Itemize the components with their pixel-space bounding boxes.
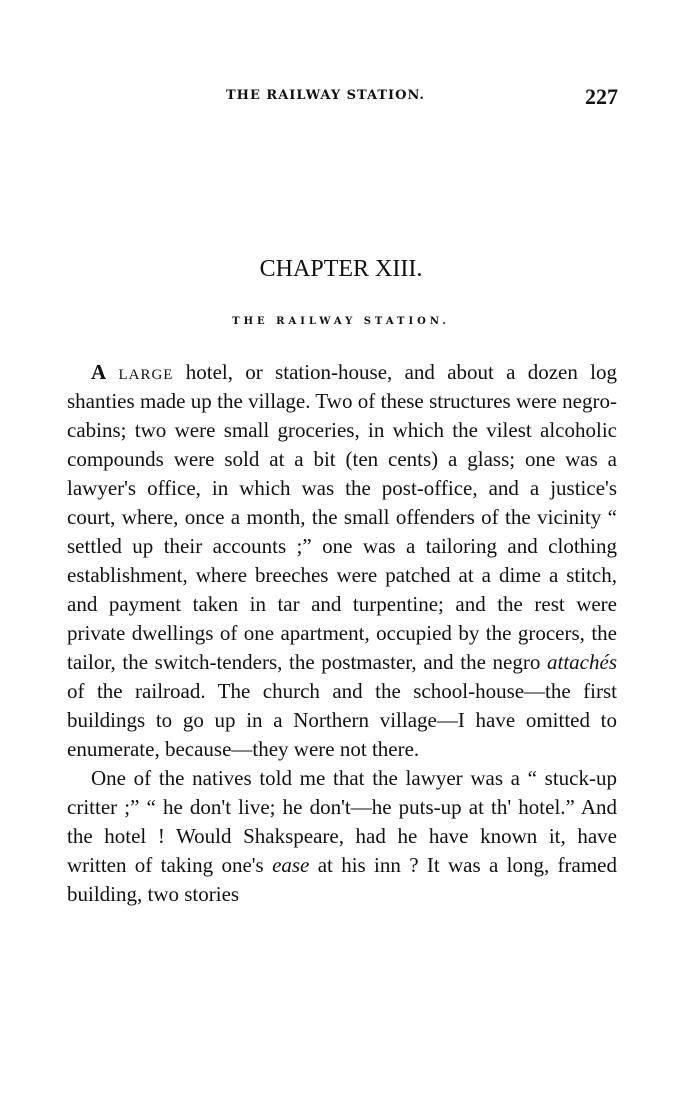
paragraph-2 bbox=[67, 764, 617, 909]
chapter-title: CHAPTER XIII. bbox=[259, 256, 423, 282]
italic-term: ease bbox=[272, 853, 310, 877]
chapter-subtitle: THE RAILWAY STATION. bbox=[232, 316, 450, 327]
paragraph-text: hotel, or station-house, and about a dozen log shanties made up the village. Two of these structures were negro-cabins; two were small groceries, in which the vilest alcoholic compounds were sold at a bit (ten cents) a glass; one was a lawyer's office, in which was the post-office, and a justice's court, where, once a month, the small offenders of the vicinity “ settled up their accounts ;” one was a tailoring and clothing establishment, where breeches were patched at a dime a stitch, and payment taken in tar and turpentine; and the rest were private dwellings of one apartment, occupied by the grocers, the tailor, the switch-tenders, the postmaster, and the negro bbox=[67, 360, 617, 674]
page-number: 227 bbox=[585, 84, 618, 109]
paragraph-1 bbox=[67, 358, 617, 764]
paragraph-text: One of the natives told me that the lawyer was a “ stuck-up critter ;” “ he don't live; he don't—he puts-up at th' hotel.” And the hotel ! Would Shakspeare, had he have known it, have written of taking one's bbox=[67, 766, 617, 877]
paragraph-text: of the railroad. The church and the school-house—the first buildings to go up in a Northern village—I have omitted to enumerate, because—they were not there. bbox=[67, 679, 617, 761]
paragraph-lead-smallcaps: large bbox=[118, 360, 174, 384]
running-head-title: THE RAILWAY STATION. bbox=[226, 88, 426, 103]
body-text bbox=[67, 358, 617, 909]
paragraph-lead-word: A bbox=[91, 360, 107, 384]
italic-term: attachés bbox=[547, 650, 617, 674]
paragraph-text: at his inn ? It was a long, framed building, two stories bbox=[67, 853, 618, 906]
